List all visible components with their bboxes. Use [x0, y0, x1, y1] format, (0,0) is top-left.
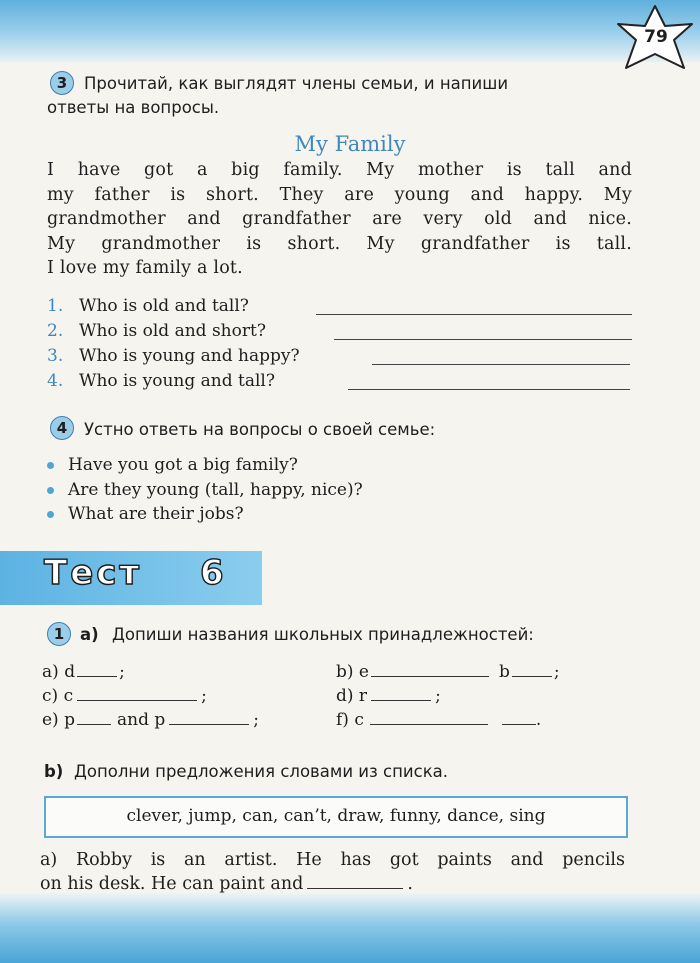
blank-line[interactable]: [77, 700, 197, 701]
question-text: Who is young and tall?: [79, 371, 275, 391]
question-row: [47, 292, 249, 316]
item-label: e): [42, 710, 59, 730]
item-a: [42, 662, 125, 682]
item-b: [336, 662, 560, 682]
item-end: ;: [119, 662, 125, 682]
part-a-instruction: Допиши названия школьных принадлежностей:: [112, 625, 534, 644]
story-line: my father is short. They are young and happy. My: [47, 184, 632, 205]
item-end: ;: [435, 686, 441, 706]
question-text: Who is old and short?: [79, 321, 266, 341]
task3-instruction-line1: Прочитай, как выглядят члены семьи, и напиши: [84, 74, 509, 93]
story-line: grandmother and grandfather are very old and nice.: [47, 209, 632, 230]
item-label: c): [42, 686, 59, 706]
story-line: My grandmother is short. My grandfather is tall.: [47, 233, 632, 254]
item-e: [42, 710, 259, 730]
bullet-item: [47, 504, 244, 524]
blank-line[interactable]: [169, 724, 249, 725]
question-text: Who is old and tall?: [79, 296, 249, 316]
part-b-instruction: Дополни предложения словами из списка.: [74, 762, 449, 781]
item-end: ;: [553, 662, 560, 682]
answer-line[interactable]: [372, 364, 630, 365]
story-title: My Family: [294, 132, 406, 156]
item-f: [336, 710, 541, 730]
page-number: 79: [644, 27, 668, 47]
item-start-letter: e: [358, 662, 369, 682]
answer-line[interactable]: [348, 389, 630, 390]
question-row: [47, 342, 300, 366]
sentence-line2: [40, 872, 625, 896]
question-row: [47, 367, 275, 391]
top-decor-band: [0, 0, 700, 62]
answer-line[interactable]: [316, 314, 632, 315]
question-number: 3.: [47, 346, 64, 366]
part-b-label: b): [44, 762, 64, 781]
item-start-letter: c: [63, 686, 74, 706]
item-mid-letter: b: [498, 662, 510, 682]
story-line: I have got a big family. My mother is tall and: [47, 160, 632, 180]
sentence-line2-end: .: [407, 874, 413, 894]
part-a-label: a): [80, 625, 99, 644]
item-start-letter: r: [358, 686, 368, 706]
bullet-item: [47, 455, 298, 475]
task3-instruction-line2: ответы на вопросы.: [47, 98, 220, 117]
bottom-decor-band: [0, 893, 700, 963]
item-start-letter: d: [64, 662, 76, 682]
item-label: d): [336, 686, 354, 706]
item-and: and: [117, 710, 149, 730]
sentence-line2-start: on his desk. He can paint and: [40, 874, 304, 894]
item-start-letter-2: p: [154, 710, 166, 730]
question-row: [47, 317, 266, 341]
blank-line[interactable]: [371, 676, 489, 677]
item-d: [336, 686, 441, 706]
blank-line[interactable]: [502, 724, 536, 725]
question-number: 2.: [47, 321, 64, 341]
bullet-text: What are their jobs?: [68, 504, 244, 524]
item-label: f): [336, 710, 349, 730]
test-task1-number-badge: 1: [47, 622, 71, 646]
blank-line[interactable]: [77, 724, 111, 725]
item-label: a): [42, 662, 59, 682]
word-list: clever, jump, can, can’t, draw, funny, dance, sing: [126, 806, 546, 826]
item-end: ;: [201, 686, 207, 706]
item-start-letter: p: [64, 710, 75, 730]
bullet-icon: [47, 487, 54, 494]
sentence-line1: a) Robby is an artist. He has got paints and pencils: [40, 850, 625, 870]
item-end: ;: [253, 710, 259, 730]
answer-line[interactable]: [334, 339, 632, 340]
blank-line[interactable]: [307, 888, 403, 889]
test-title: Тест: [44, 553, 143, 593]
item-end: .: [535, 710, 542, 730]
bullet-item: [47, 480, 363, 500]
story-text: [47, 158, 632, 281]
blank-line[interactable]: [512, 676, 552, 677]
item-label: b): [336, 662, 354, 682]
word-list-box: [44, 796, 628, 838]
bullet-icon: [47, 511, 54, 518]
task4-instruction: Устно ответь на вопросы о своей семье:: [84, 420, 436, 439]
question-number: 1.: [47, 296, 64, 316]
task3-number-badge: 3: [50, 71, 74, 95]
bullet-icon: [47, 462, 54, 469]
story-line: I love my family a lot.: [47, 258, 243, 279]
item-c: [42, 686, 207, 706]
blank-line[interactable]: [370, 724, 488, 725]
question-number: 4.: [47, 371, 64, 391]
blank-line[interactable]: [77, 676, 117, 677]
blank-line[interactable]: [371, 700, 431, 701]
task4-number-badge: 4: [50, 416, 74, 440]
test-number: 6: [200, 553, 224, 593]
question-text: Who is young and happy?: [79, 346, 300, 366]
item-start-letter: c: [354, 710, 364, 730]
bullet-text: Are they young (tall, happy, nice)?: [68, 480, 363, 500]
bullet-text: Have you got a big family?: [68, 455, 298, 475]
